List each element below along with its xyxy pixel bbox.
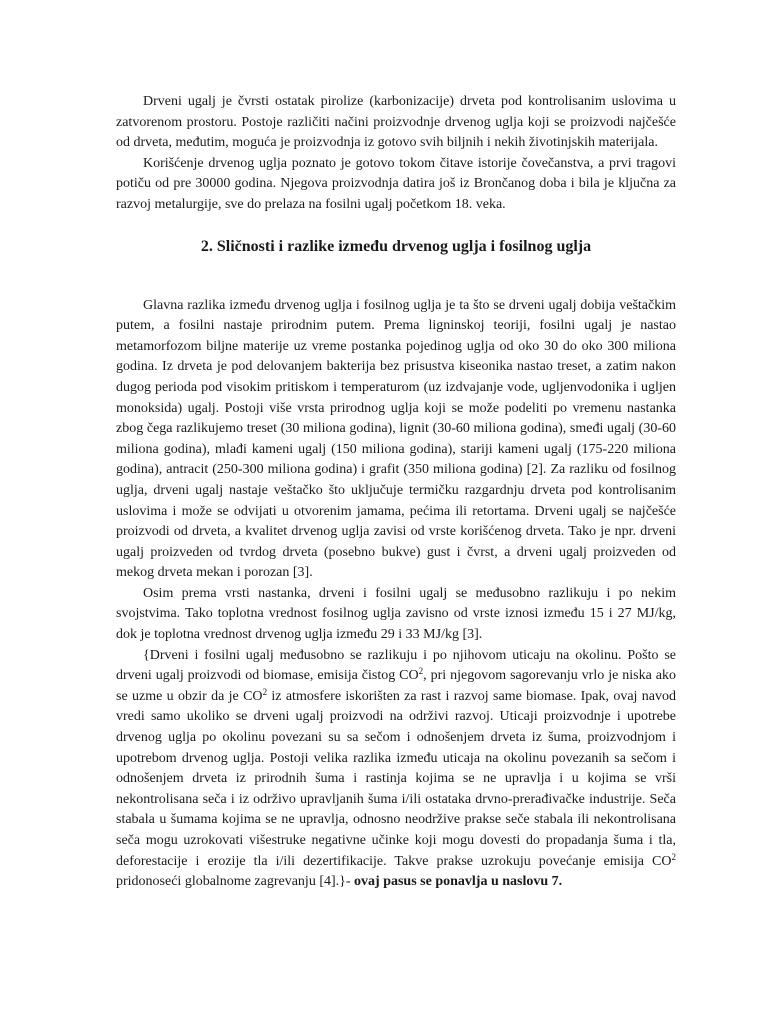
section-paragraph-2: Osim prema vrsti nastanka, drveni i fosilni ugalj se međusobno razlikuju i po nekim svojstvima. Tako toplotna vrednost fosilnog uglja zavisno od vrste iznosi između 15 i 27 MJ/kg, dok je toplotna vrednost drvenog uglja između 29 i 33 MJ/kg [3].: [116, 585, 676, 643]
section-paragraph-3: [116, 646, 676, 893]
paragraph-text: , pri njegovom sagorevanju vrlo je niska ako se uzme u obzir da je CO: [116, 668, 676, 704]
paragraph-text: iz atmosfere iskorišten za rast i razvoj same biomase. Ipak, ovaj navod vredi samo ukoliko se drveni ugalj proizvodi na održivi razvoj. Uticaji proizvodnje i upotrebe drvenog uglja po okolinu povezani su sa sečom i odnošenjem drveta iz šuma, proizvodnjom i upotrebom drvenog uglja. Postoji velika razlika između uticaja na okolinu povezanih sa sečom i odnošenjem drveta iz prirodnih šuma i rastinja kojima se ne upravlja i u kojima se vrši nekontrolisana seča i iz održivo upravljanih šuma i/ili ostataka drvno-prerađivačke industrije. Seča stabala u šumama kojima se ne upravlja, odnosno neodržive prakse seče stabala ili nekontrolisana seča mogu uzrokovati višestruke negativne učinke koji mogu dovesti do propadanja šuma i tla, deforestacije i erozije tla i/ili dezertifikacije. Takve prakse uzrokuju povećanje emisija CO: [116, 688, 676, 869]
document-page: [116, 92, 676, 893]
superscript: 2: [262, 686, 268, 697]
section-paragraph-1: Glavna razlika između drvenog uglja i fosilnog uglja je ta što se drveni ugalj dobija veštačkim putem, a fosilni nastaje prirodnim putem. Prema ligninskoj teoriji, fosilni ugalj je nastao metamorfozom biljne materije uz vreme postanka pojedinog uglja od oko 30 do oko 300 miliona godina. Iz drveta je pod delovanjem bakterija bez prisustva kiseonika nastao treset, a zatim nakon dugog perioda pod visokim pritiskom i temperaturom (uz izdvajanje vode, ugljenvodonika i ugljen monoksida) ugalj. Postoji više vrsta prirodnog uglja koji se može podeliti po vremenu nastanka zbog čega razlikujemo treset (30 miliona godina), lignit (30-60 miliona godina), smeđi ugalj (30-60 miliona godina), mlađi kameni ugalj (150 miliona godina), stariji kameni ugalj (175-220 miliona godina), antracit (250-300 miliona godina) i grafit (350 miliona godina) [2]. Za razliku od fosilnog uglja, drveni ugalj nastaje veštačko što uključuje termičku razgardnju drveta pod kontrolisanim uslovima i može se odvijati u otvorenim jamama, pećima ili retortama. Drveni ugalj se najčešće proizvodi od drveta, a kvalitet drvenog uglja zavisi od vrste korišćenog drveta. Tako je npr. drveni ugalj proizveden od tvrdog drveta (posebno bukve) gust i čvrst, a drveni ugalj proizveden od mekog drveta mekan i porozan [3].: [116, 297, 676, 581]
section-heading: 2. Sličnosti i razlike između drvenog uglja i fosilnog uglja: [200, 237, 592, 255]
superscript: 2: [671, 851, 676, 862]
intro-paragraph-1: Drveni ugalj je čvrsti ostatak pirolize (karbonizacije) drveta pod kontrolisanim uslovima u zatvorenom prostoru. Postoje različiti načini proizvodnje drvenog uglja koji se proizvodi najčešće od drveta, međutim, moguća je proizvodnja iz gotovo svih biljnih i nekih životinjskih materijala.: [116, 94, 676, 151]
paragraph-text: {Drveni i fosilni ugalj međusobno se razlikuju i po njihovom uticaju na okolinu. Pošto se drveni ugalj proizvodi od biomase, emisija čistog CO: [116, 647, 676, 684]
intro-paragraph-2: Korišćenje drvenog uglja poznato je gotovo tokom čitave istorije čovečanstva, a prvi tragovi potiču od pre 30000 godina. Njegova proizvodnja datira još iz Brončanog doba i bila je ključna za razvoj metalurgije, sve do prelaza na fosilni ugalj početkom 18. veka.: [116, 155, 676, 212]
paragraph-text: pridonoseći globalnome zagrevanju [4].}-: [116, 874, 355, 890]
superscript: 2: [418, 666, 424, 677]
repeat-note: ovaj pasus se ponavlja u naslovu 7.: [354, 874, 563, 890]
